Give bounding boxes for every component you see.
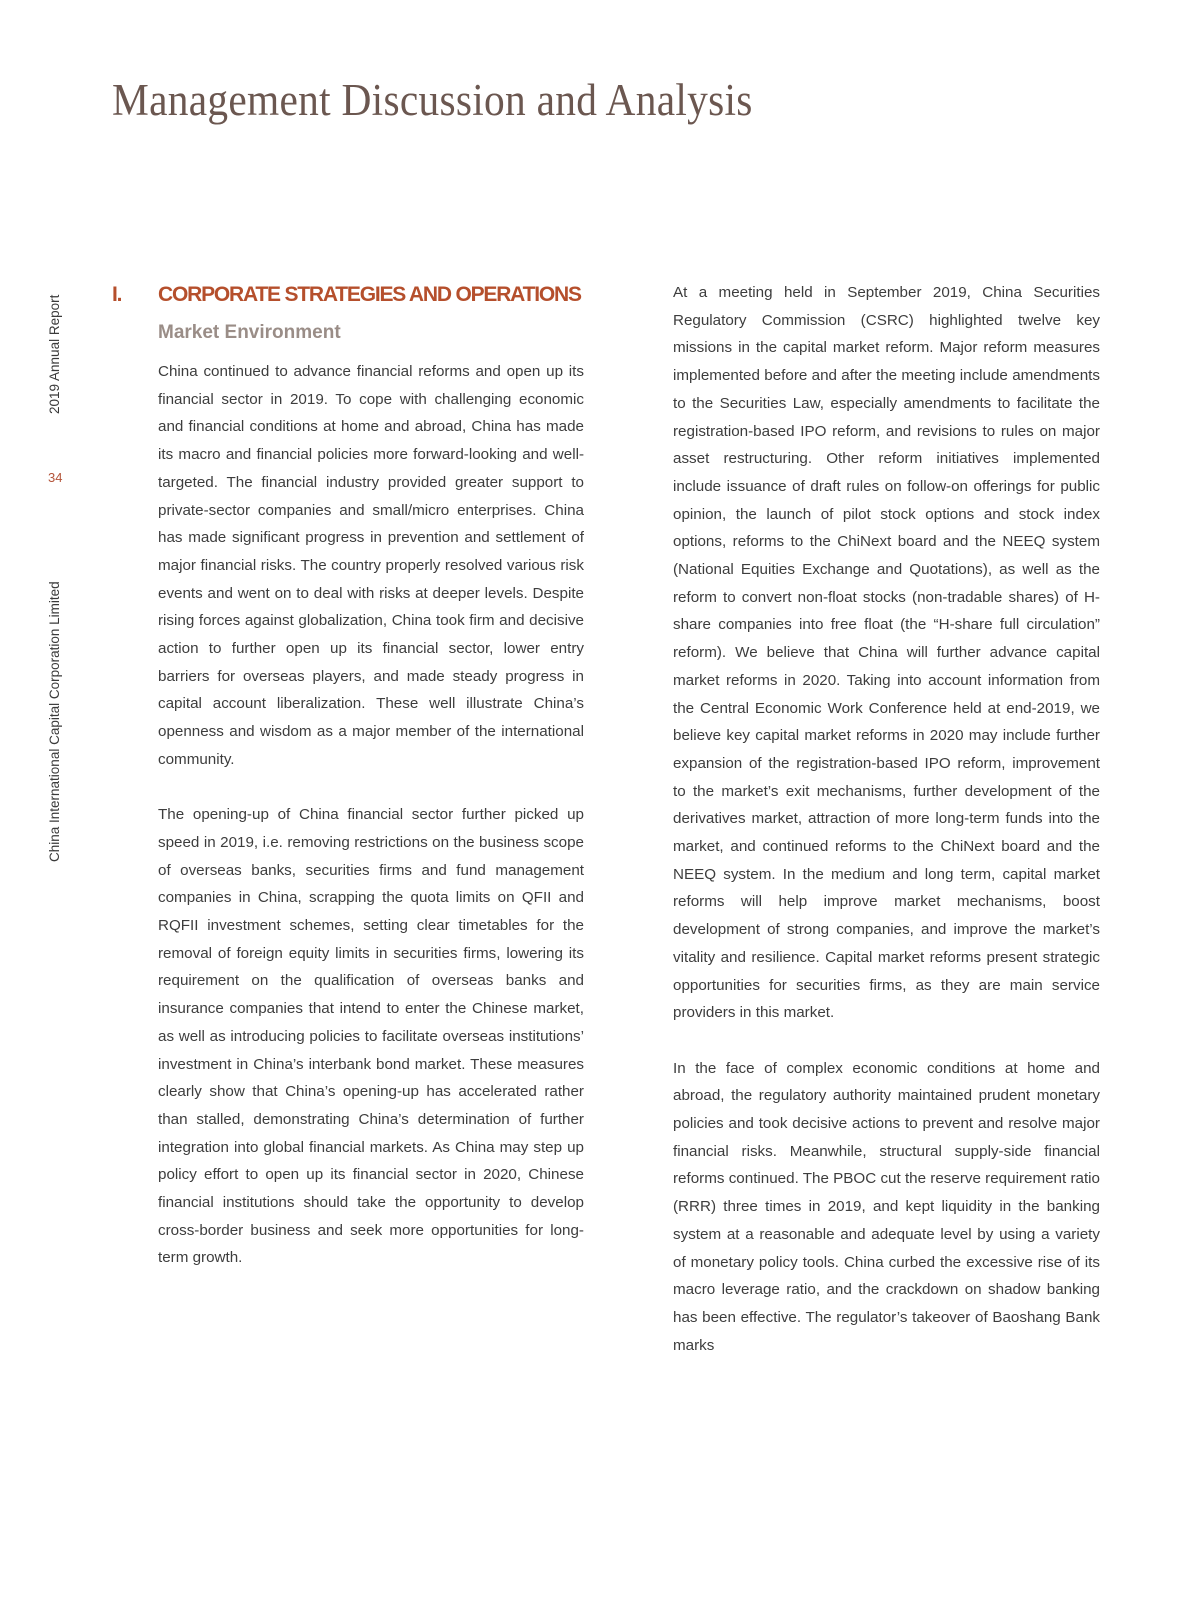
- company-name-label: China International Capital Corporation Limited: [47, 581, 62, 862]
- section-heading: [112, 283, 581, 307]
- annual-report-label: 2019 Annual Report: [47, 294, 62, 414]
- paragraph: The opening-up of China financial sector further picked up speed in 2019, i.e. removing restrictions on the business scope of overseas banks, securities firms and fund management companies in China, scrapping the quota limits on QFII and RQFII investment schemes, setting clear timetables for the removal of foreign equity limits in securities firms, lowering its requirement on the qualification of overseas banks and insurance companies that intend to enter the Chinese market, as well as introducing policies to facilitate overseas institutions’ investment in China’s interbank bond market. These measures clearly show that China’s opening-up has accelerated rather than stalled, demonstrating China’s determination of further integration into global financial markets. As China may step up policy effort to open up its financial sector in 2020, Chinese financial institutions should take the opportunity to develop cross-border business and seek more opportunities for long-term growth.: [158, 806, 584, 1267]
- section-title: CORPORATE STRATEGIES AND OPERATIONS: [158, 283, 581, 306]
- paragraph: China continued to advance financial reforms and open up its financial sector in 2019. To cope with challenging economic and financial conditions at home and abroad, China has made its macro and financial policies more forward-looking and well-targeted. The financial industry provided greater support to private-sector companies and small/micro enterprises. China has made significant progress in prevention and settlement of major financial risks. The country properly resolved various risk events and went on to deal with risks at deeper levels. Despite rising forces against globalization, China took firm and decisive action to further open up its financial sector, lower entry barriers for overseas players, and made steady progress in capital account liberalization. These well illustrate China’s openness and wisdom as a major member of the international community.: [158, 363, 584, 768]
- paragraph: At a meeting held in September 2019, China Securities Regulatory Commission (CSRC) highlighted twelve key missions in the capital market reform. Major reform measures implemented before and after the meeting include amendments to the Securities Law, especially amendments to facilitate the registration-based IPO reform, and revisions to rules on major asset restructuring. Other reform initiatives implemented include issuance of draft rules on follow-on offerings for public opinion, the launch of pilot stock options and stock index options, reforms to the ChiNext board and the NEEQ system (National Equities Exchange and Quotations), as well as the reform to convert non-float stocks (non-tradable shares) of H-share companies into free float (the “H-share full circulation” reform). We believe that China will further advance capital market reforms in 2020. Taking into account information from the Central Economic Work Conference held at end-2019, we believe key capital market reforms in 2020 may include further expansion of the registration-based IPO reform, improvement to the market’s exit mechanisms, further development of the derivatives market, attraction of more long-term funds into the market, and continued reforms to the ChiNext board and the NEEQ system. In the medium and long term, capital market reforms will help improve market mechanisms, boost development of strong companies, and improve the market’s vitality and resilience. Capital market reforms present strategic opportunities for securities firms, as they are main service providers in this market.: [673, 284, 1100, 1022]
- paragraph: In the face of complex economic conditions at home and abroad, the regulatory authority maintained prudent monetary policies and took decisive actions to prevent and resolve major financial risks. Meanwhile, structural supply-side financial reforms continued. The PBOC cut the reserve requirement ratio (RRR) three times in 2019, and kept liquidity in the banking system at a reasonable and adequate level by using a variety of monetary policy tools. China curbed the excessive rise of its macro leverage ratio, and the crackdown on shadow banking has been effective. The regulator’s takeover of Baoshang Bank marks: [673, 1059, 1100, 1354]
- section-number: I.: [112, 283, 122, 306]
- page-title: Management Discussion and Analysis: [112, 75, 753, 125]
- right-column: [673, 279, 1100, 1387]
- left-column: [158, 358, 584, 1300]
- subsection-heading: Market Environment: [158, 322, 341, 343]
- page-number: 34: [48, 470, 63, 485]
